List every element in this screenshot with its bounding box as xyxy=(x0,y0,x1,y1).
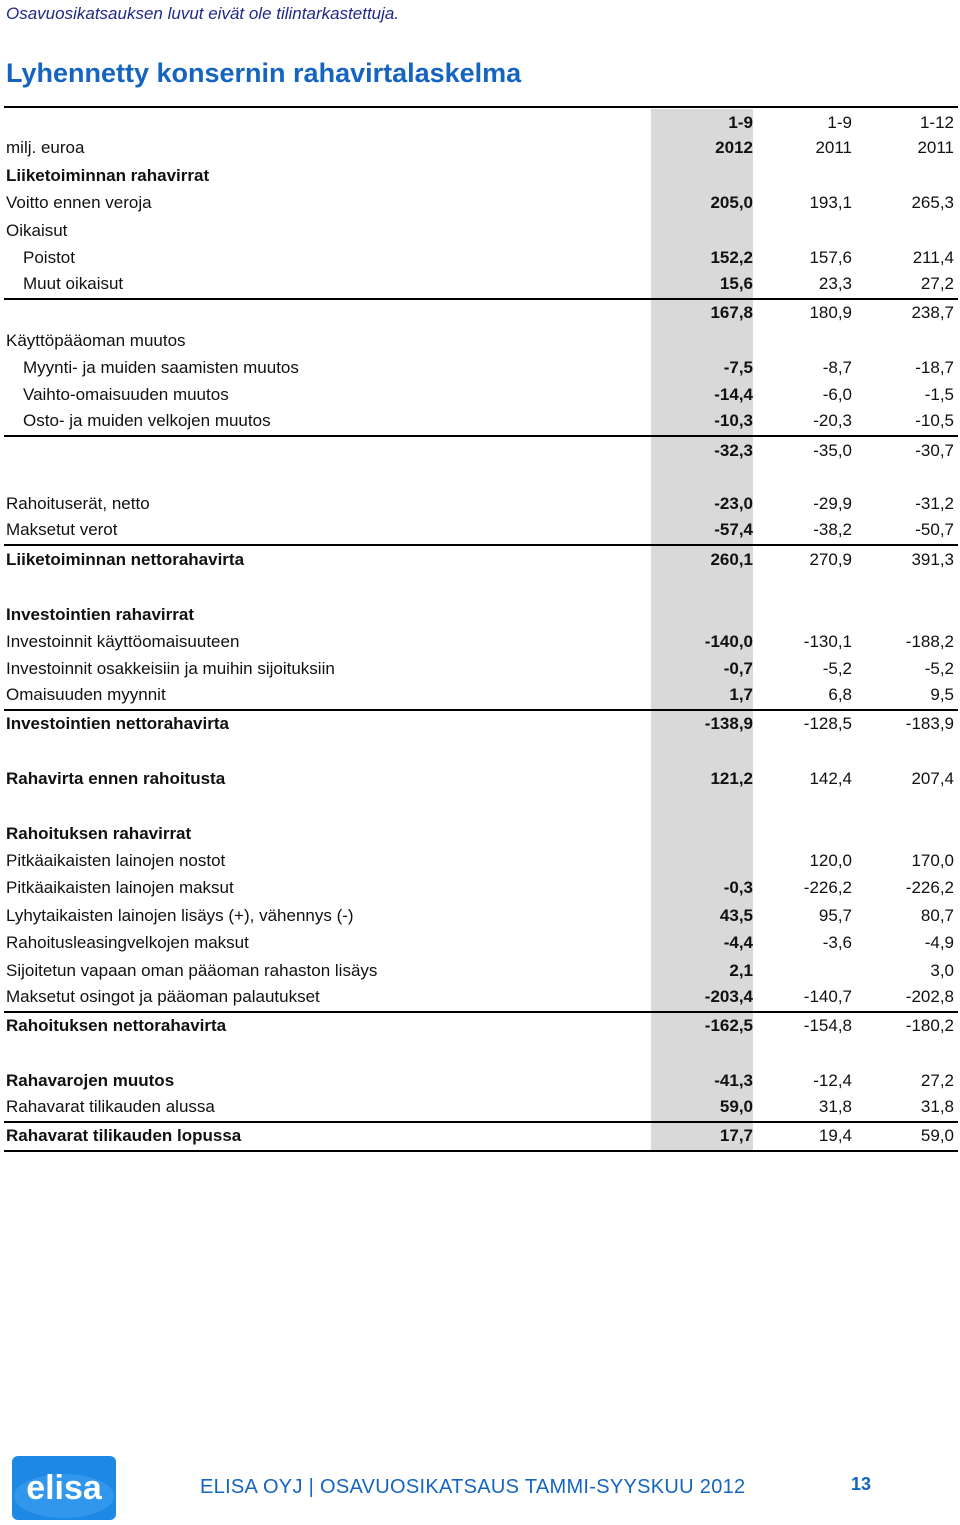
value-2011-fy: 170,0 xyxy=(911,851,954,870)
row-label: Rahoituksen rahavirrat xyxy=(6,824,192,843)
value-2011-fy: 9,5 xyxy=(930,685,954,704)
row-label: Rahoitusleasingvelkojen maksut xyxy=(6,933,249,952)
row-label: Muut oikaisut xyxy=(23,274,124,293)
table-row xyxy=(4,1123,958,1152)
value-2012: 17,7 xyxy=(719,1126,753,1145)
value-2011-fy: 27,2 xyxy=(920,1071,954,1090)
table-row xyxy=(4,848,958,875)
table-row xyxy=(4,328,958,355)
row-label: Maksetut verot xyxy=(6,520,118,539)
row-label: Rahavarat tilikauden alussa xyxy=(6,1097,215,1116)
table-row xyxy=(4,875,958,902)
value-2011-q3: 180,9 xyxy=(809,303,852,322)
value-2012: -14,4 xyxy=(714,385,753,404)
value-2012: -57,4 xyxy=(714,520,753,539)
value-2011-fy: -180,2 xyxy=(905,1016,954,1035)
value-2011-q3: -6,0 xyxy=(822,385,852,404)
value-2011-fy: 80,7 xyxy=(920,906,954,925)
page-title: Lyhennetty konsernin rahavirtalaskelma xyxy=(6,58,522,88)
header-period-row xyxy=(4,110,958,137)
row-label: Vaihto-omaisuuden muutos xyxy=(23,385,229,404)
value-2012: -138,9 xyxy=(704,714,753,733)
row-label: Investointien rahavirrat xyxy=(6,605,195,624)
value-2012: 59,0 xyxy=(719,1097,753,1116)
footer-company-report: ELISA OYJ | OSAVUOSIKATSAUS TAMMI-SYYSKUU 2012 xyxy=(200,1476,746,1498)
value-2012: -7,5 xyxy=(723,358,753,377)
value-2012: 2,1 xyxy=(729,961,753,980)
value-2012: 1,7 xyxy=(729,685,753,704)
value-2011-q3: -38,2 xyxy=(813,520,852,539)
value-2011-q3: 142,4 xyxy=(809,769,852,788)
row-label: Myynti- ja muiden saamisten muutos xyxy=(23,358,299,377)
row-label: Rahoituserät, netto xyxy=(6,494,150,513)
row-label: Sijoitetun vapaan oman pääoman rahaston lisäys xyxy=(6,961,378,980)
table-row xyxy=(4,766,958,793)
value-2011-q3: -130,1 xyxy=(803,632,852,651)
table-row xyxy=(4,355,958,382)
header-year-3: 2011 xyxy=(917,138,954,157)
row-label: Investoinnit osakkeisiin ja muihin sijoituksiin xyxy=(6,659,335,678)
value-2012: -140,0 xyxy=(704,632,753,651)
row-label: Liiketoiminnan rahavirrat xyxy=(6,166,210,185)
value-2012: -41,3 xyxy=(714,1071,753,1090)
row-label: Oikaisut xyxy=(6,221,68,240)
value-2011-q3: -3,6 xyxy=(822,933,852,952)
value-2012: -0,3 xyxy=(723,878,753,897)
value-2011-fy: -188,2 xyxy=(905,632,954,651)
row-label: Rahavirta ennen rahoitusta xyxy=(6,769,226,788)
table-row xyxy=(4,163,958,190)
value-2012: -0,7 xyxy=(723,659,753,678)
table-row xyxy=(4,903,958,930)
table-row xyxy=(4,984,958,1013)
value-2011-q3: -12,4 xyxy=(813,1071,852,1090)
header-period-3: 1-12 xyxy=(919,113,954,132)
value-2011-q3: 6,8 xyxy=(828,685,852,704)
elisa-logo xyxy=(12,1456,116,1520)
value-2011-q3: -35,0 xyxy=(813,441,852,460)
value-2011-q3: 270,9 xyxy=(809,550,852,569)
row-label: Lyhytaikaisten lainojen lisäys (+), vähennys (-) xyxy=(6,906,354,925)
value-2011-q3: -226,2 xyxy=(803,878,852,897)
value-2011-q3: -154,8 xyxy=(803,1016,852,1035)
logo-text: elisa xyxy=(26,1469,102,1507)
unit-label: milj. euroa xyxy=(6,138,85,157)
value-2011-fy: -18,7 xyxy=(915,358,954,377)
value-2012: 15,6 xyxy=(719,274,753,293)
row-label: Rahavarojen muutos xyxy=(6,1071,175,1090)
table-row xyxy=(4,245,958,272)
value-2011-fy: 3,0 xyxy=(930,961,954,980)
value-2011-fy: -10,5 xyxy=(915,411,954,430)
header-year-1: 2012 xyxy=(715,138,753,157)
header-period-1: 1-9 xyxy=(728,113,753,132)
row-label: Investointien nettorahavirta xyxy=(6,714,229,733)
value-2011-fy: 31,8 xyxy=(920,1097,954,1116)
row-label: Liiketoiminnan nettorahavirta xyxy=(6,550,245,569)
value-2011-fy: -226,2 xyxy=(905,878,954,897)
row-label: Rahoituksen nettorahavirta xyxy=(6,1016,227,1035)
table-row xyxy=(4,821,958,848)
row-label: Investoinnit käyttöomaisuuteen xyxy=(6,632,240,651)
row-label: Rahavarat tilikauden lopussa xyxy=(6,1126,242,1145)
table-row xyxy=(4,438,958,465)
table-row xyxy=(4,958,958,985)
table-row xyxy=(4,547,958,574)
value-2011-fy: -1,5 xyxy=(924,385,954,404)
value-2011-q3: 157,6 xyxy=(809,248,852,267)
table-row xyxy=(4,218,958,245)
value-2011-fy: 207,4 xyxy=(911,769,954,788)
table-row xyxy=(4,602,958,629)
value-2011-q3: -140,7 xyxy=(803,987,852,1006)
value-2011-fy: -31,2 xyxy=(915,494,954,513)
row-label: Poistot xyxy=(23,248,75,267)
value-2011-q3: -128,5 xyxy=(803,714,852,733)
value-2011-fy: 211,4 xyxy=(912,248,954,267)
row-label: Pitkäaikaisten lainojen nostot xyxy=(6,851,226,870)
unaudited-notice: Osavuosikatsauksen luvut eivät ole tilintarkastettuja. xyxy=(6,4,400,23)
value-2012: -4,4 xyxy=(723,933,753,952)
table-row xyxy=(4,271,958,300)
header-year-2: 2011 xyxy=(815,138,852,157)
value-2011-q3: 23,3 xyxy=(818,274,852,293)
value-2012: 152,2 xyxy=(710,248,753,267)
table-row xyxy=(4,1068,958,1095)
table-row xyxy=(4,300,958,327)
value-2012: -203,4 xyxy=(704,987,753,1006)
row-label: Osto- ja muiden velkojen muutos xyxy=(23,411,271,430)
table-top-rule xyxy=(4,106,958,108)
value-2011-fy: 391,3 xyxy=(911,550,954,569)
value-2011-fy: -30,7 xyxy=(915,441,954,460)
value-2011-q3: 120,0 xyxy=(809,851,852,870)
table-row xyxy=(4,382,958,409)
row-label: Pitkäaikaisten lainojen maksut xyxy=(6,878,234,897)
row-label: Maksetut osingot ja pääoman palautukset xyxy=(6,987,320,1006)
table-row xyxy=(4,517,958,546)
value-2012: -162,5 xyxy=(704,1016,753,1035)
table-row xyxy=(4,190,958,217)
value-2011-q3: 31,8 xyxy=(818,1097,852,1116)
value-2011-fy: 238,7 xyxy=(911,303,954,322)
table-row xyxy=(4,1094,958,1123)
table-row xyxy=(4,1013,958,1040)
table-row xyxy=(4,491,958,518)
value-2011-fy: -202,8 xyxy=(905,987,954,1006)
value-2011-q3: 19,4 xyxy=(818,1126,852,1145)
table-row xyxy=(4,711,958,738)
header-period-2: 1-9 xyxy=(827,113,852,132)
value-2011-fy: 265,3 xyxy=(911,193,954,212)
value-2011-fy: 27,2 xyxy=(920,274,954,293)
value-2011-q3: -20,3 xyxy=(813,411,852,430)
elisa-logo-mark xyxy=(12,1456,116,1520)
value-2012: 205,0 xyxy=(710,193,753,212)
value-2012: 260,1 xyxy=(710,550,753,569)
value-2012: -10,3 xyxy=(714,411,753,430)
row-label: Käyttöpääoman muutos xyxy=(6,331,186,350)
table-row xyxy=(4,930,958,957)
value-2012: -32,3 xyxy=(714,441,753,460)
header-year-row xyxy=(4,135,958,162)
value-2011-fy: -4,9 xyxy=(924,933,954,952)
value-2011-fy: -5,2 xyxy=(924,659,954,678)
value-2011-q3: 193,1 xyxy=(809,193,852,212)
value-2012: 43,5 xyxy=(719,906,753,925)
value-2011-fy: -183,9 xyxy=(905,714,954,733)
value-2012: -23,0 xyxy=(714,494,753,513)
row-label: Omaisuuden myynnit xyxy=(6,685,166,704)
value-2011-q3: -29,9 xyxy=(813,494,852,513)
table-row xyxy=(4,656,958,683)
value-2011-q3: -5,2 xyxy=(822,659,852,678)
table-row xyxy=(4,629,958,656)
table-row xyxy=(4,408,958,437)
value-2011-q3: 95,7 xyxy=(818,906,852,925)
value-2011-fy: 59,0 xyxy=(920,1126,954,1145)
value-2011-fy: -50,7 xyxy=(915,520,954,539)
value-2012: 167,8 xyxy=(710,303,753,322)
value-2011-q3: -8,7 xyxy=(822,358,852,377)
row-label: Voitto ennen veroja xyxy=(6,193,152,212)
value-2012: 121,2 xyxy=(710,769,753,788)
page-number: 13 xyxy=(851,1474,872,1494)
table-row xyxy=(4,682,958,711)
